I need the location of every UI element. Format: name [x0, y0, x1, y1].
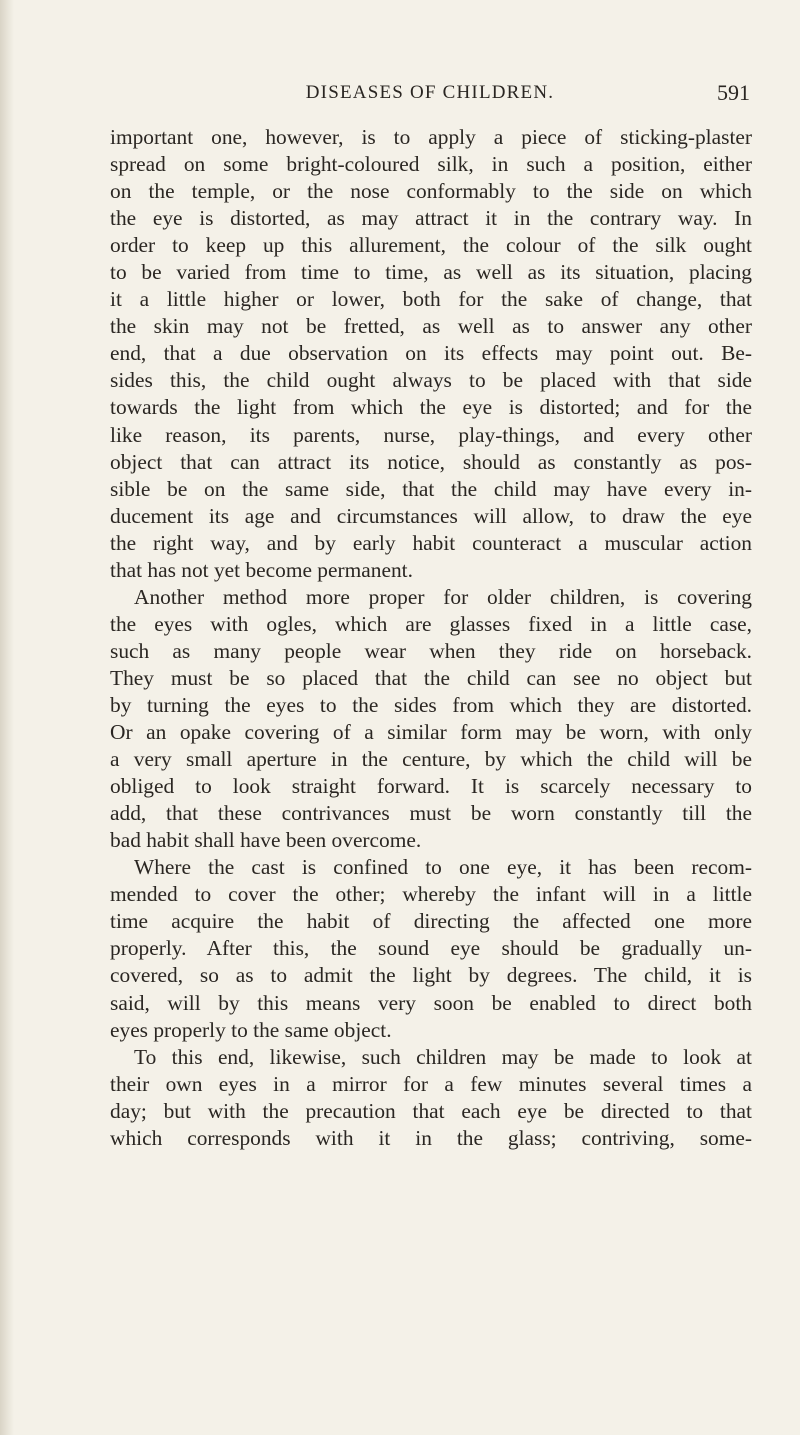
text-line: obliged to look straight forward. It is scarcely necessary to: [110, 774, 752, 799]
text-line: spread on some bright-coloured silk, in such a position, either: [110, 152, 752, 177]
text-line: Where the cast is confined to one eye, it has been recom-: [134, 855, 752, 880]
text-line: a very small aperture in the centure, by which the child will be: [110, 747, 752, 772]
text-line: which corresponds with it in the glass; contriving, some-: [110, 1125, 752, 1150]
text-line: the eyes with ogles, which are glasses fixed in a little case,: [110, 611, 752, 636]
text-line: day; but with the precaution that each eye be directed to that: [110, 1098, 752, 1123]
text-line: They must be so placed that the child can see no object but: [110, 665, 752, 690]
text-line: order to keep up this allurement, the colour of the silk ought: [110, 233, 752, 258]
running-head: [110, 82, 750, 112]
text-line: it a little higher or lower, both for the sake of change, that: [110, 287, 752, 312]
text-line: Or an opake covering of a similar form may be worn, with only: [110, 720, 752, 745]
page-number: 591: [717, 80, 750, 105]
text-line: mended to cover the other; whereby the infant will in a little: [110, 882, 752, 907]
text-line: on the temple, or the nose conformably to the side on which: [110, 179, 752, 204]
text-line: time acquire the habit of directing the affected one more: [110, 909, 752, 934]
text-line: end, that a due observation on its effects may point out. Be-: [110, 341, 752, 366]
binding-gutter-shadow: [0, 0, 14, 1435]
text-line: like reason, its parents, nurse, play-things, and every other: [110, 422, 752, 447]
text-line: such as many people wear when they ride on horseback.: [110, 638, 752, 663]
text-line: add, that these contrivances must be worn constantly till the: [110, 801, 752, 826]
text-line: To this end, likewise, such children may be made to look at: [134, 1044, 752, 1069]
text-line: object that can attract its notice, should as constantly as pos-: [110, 449, 752, 474]
text-line: said, will by this means very soon be enabled to direct both: [110, 990, 752, 1015]
text-line: the eye is distorted, as may attract it in the contrary way. In: [110, 206, 752, 231]
text-line: to be varied from time to time, as well as its situation, placing: [110, 260, 752, 285]
text-line: important one, however, is to apply a piece of sticking-plaster: [110, 125, 752, 149]
text-line: Another method more proper for older children, is covering: [134, 584, 752, 609]
text-line: bad habit shall have been overcome.: [110, 828, 422, 853]
text-line: covered, so as to admit the light by degrees. The child, it is: [110, 963, 752, 988]
text-line: eyes properly to the same object.: [110, 1017, 392, 1042]
text-line: the skin may not be fretted, as well as to answer any other: [110, 314, 752, 339]
text-line: the right way, and by early habit counteract a muscular action: [110, 530, 752, 555]
text-line: towards the light from which the eye is distorted; and for the: [110, 395, 752, 420]
text-line: sible be on the same side, that the child may have every in-: [110, 476, 752, 501]
running-title: DISEASES OF CHILDREN.: [305, 82, 555, 103]
body-text: [110, 124, 752, 1152]
text-line: that has not yet become permanent.: [110, 557, 413, 582]
text-line: by turning the eyes to the sides from which they are distorted.: [110, 692, 752, 717]
text-line: their own eyes in a mirror for a few minutes several times a: [110, 1071, 752, 1096]
text-line: properly. After this, the sound eye should be gradually un-: [110, 936, 752, 961]
text-line: sides this, the child ought always to be placed with that side: [110, 368, 752, 393]
text-line: ducement its age and circumstances will allow, to draw the eye: [110, 503, 752, 528]
